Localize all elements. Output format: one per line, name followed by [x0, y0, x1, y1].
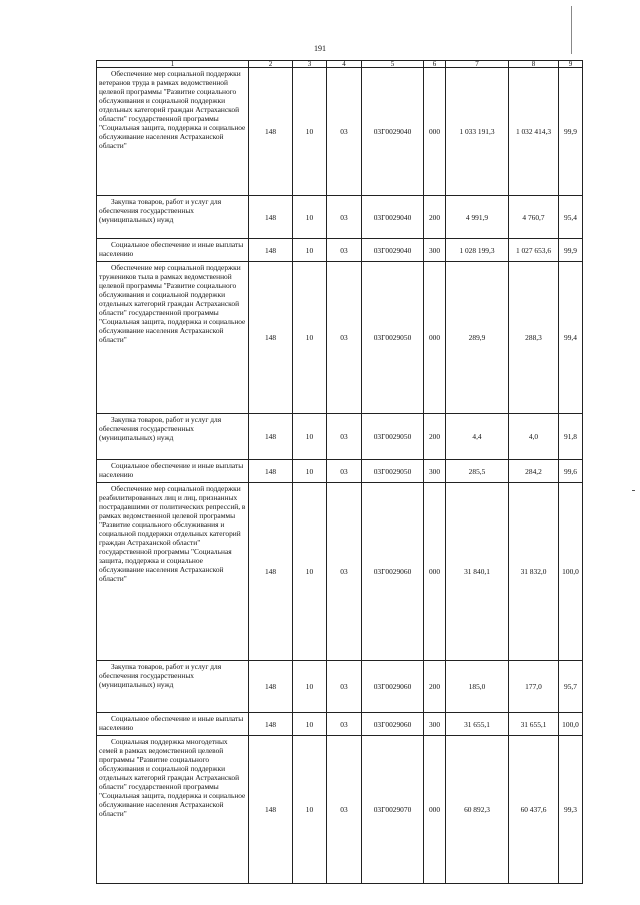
table-row: [97, 68, 583, 196]
cell-admin-code: 148: [249, 483, 293, 661]
cell-executed: 60 437,6: [509, 736, 559, 884]
cell-section: 10: [293, 414, 327, 460]
col-header-7: 7: [446, 61, 509, 68]
cell-section: 10: [293, 713, 327, 736]
col-header-4: 4: [327, 61, 362, 68]
cell-admin-code: 148: [249, 460, 293, 483]
row-name-cell: [97, 414, 249, 460]
cell-executed: 4 760,7: [509, 196, 559, 239]
cell-admin-code: 148: [249, 661, 293, 713]
cell-admin-code: 148: [249, 68, 293, 196]
cell-target-article: 03Г0029060: [362, 661, 424, 713]
cell-expense-type: 300: [424, 239, 446, 262]
cell-expense-type: 000: [424, 736, 446, 884]
table-row: [97, 661, 583, 713]
cell-section: 10: [293, 661, 327, 713]
row-name: Обеспечение мер социальной поддержки реабилитированных лиц и лиц, признанных пострадавшими от политических репрессий, в рамках ведомственной целевой программы "Развитие социального обслуживания и социальной поддержки отдельных категорий граждан Астраханской области" государственной программы "Социальная защита, поддержка и социальное обслуживание населения Астраханской области": [99, 484, 246, 583]
table-row: [97, 414, 583, 460]
page-number: 191: [314, 44, 326, 53]
col-header-8: 8: [509, 61, 559, 68]
col-header-2: 2: [249, 61, 293, 68]
row-name-cell: [97, 713, 249, 736]
cell-percent: 99,9: [559, 239, 583, 262]
cell-admin-code: 148: [249, 262, 293, 414]
cell-target-article: 03Г0029050: [362, 460, 424, 483]
cell-target-article: 03Г0029040: [362, 68, 424, 196]
cell-section: 10: [293, 196, 327, 239]
row-name: Закупка товаров, работ и услуг для обеспечения государственных (муниципальных) нужд: [99, 197, 222, 224]
row-name: Социальное обеспечение и иные выплаты населению: [99, 461, 244, 479]
cell-subsection: 03: [327, 460, 362, 483]
col-header-1: 1: [97, 61, 249, 68]
scan-artifact: [632, 490, 635, 491]
cell-section: 10: [293, 460, 327, 483]
cell-planned: 31 655,1: [446, 713, 509, 736]
row-name: Социальная поддержка многодетных семей в рамках ведомственной целевой программы "Развитие социального обслуживания и социальной поддержки отдельных категорий граждан Астраханской области" государственной программы "Социальная защита, поддержка и социальное обслуживание населения Астраханской области": [99, 737, 246, 818]
row-name: Социальное обеспечение и иные выплаты населению: [99, 240, 244, 258]
cell-subsection: 03: [327, 196, 362, 239]
col-header-9: 9: [559, 61, 583, 68]
cell-expense-type: 300: [424, 713, 446, 736]
cell-admin-code: 148: [249, 713, 293, 736]
header-row: [97, 61, 583, 68]
cell-target-article: 03Г0029040: [362, 196, 424, 239]
cell-percent: 99,3: [559, 736, 583, 884]
cell-subsection: 03: [327, 239, 362, 262]
row-name-cell: [97, 661, 249, 713]
cell-subsection: 03: [327, 262, 362, 414]
cell-executed: 177,0: [509, 661, 559, 713]
cell-expense-type: 300: [424, 460, 446, 483]
cell-percent: 100,0: [559, 483, 583, 661]
row-name: Социальное обеспечение и иные выплаты населению: [99, 714, 244, 732]
table-row: [97, 736, 583, 884]
cell-target-article: 03Г0029070: [362, 736, 424, 884]
row-name: Обеспечение мер социальной поддержки ветеранов труда в рамках ведомственной целевой программы "Развитие социального обслуживания и социальной поддержки отдельных категорий граждан Астраханской области" государственной программы "Социальная защита, поддержка и социальное обслуживание населения Астраханской области": [99, 69, 246, 150]
cell-planned: 60 892,3: [446, 736, 509, 884]
table-row: [97, 239, 583, 262]
cell-expense-type: 200: [424, 414, 446, 460]
table-row: [97, 196, 583, 239]
row-name-cell: [97, 483, 249, 661]
row-name-cell: [97, 68, 249, 196]
cell-planned: 185,0: [446, 661, 509, 713]
cell-subsection: 03: [327, 713, 362, 736]
cell-target-article: 03Г0029050: [362, 262, 424, 414]
cell-planned: 1 028 199,3: [446, 239, 509, 262]
table-row: [97, 713, 583, 736]
cell-subsection: 03: [327, 661, 362, 713]
cell-expense-type: 000: [424, 483, 446, 661]
cell-section: 10: [293, 736, 327, 884]
cell-percent: 91,8: [559, 414, 583, 460]
table-row: [97, 460, 583, 483]
cell-expense-type: 200: [424, 196, 446, 239]
cell-executed: 31 832,0: [509, 483, 559, 661]
cell-section: 10: [293, 483, 327, 661]
cell-target-article: 03Г0029040: [362, 239, 424, 262]
cell-subsection: 03: [327, 414, 362, 460]
cell-target-article: 03Г0029060: [362, 713, 424, 736]
col-header-5: 5: [362, 61, 424, 68]
cell-percent: 99,4: [559, 262, 583, 414]
cell-target-article: 03Г0029060: [362, 483, 424, 661]
cell-admin-code: 148: [249, 736, 293, 884]
cell-subsection: 03: [327, 483, 362, 661]
cell-executed: 4,0: [509, 414, 559, 460]
cell-percent: 95,4: [559, 196, 583, 239]
cell-planned: 289,9: [446, 262, 509, 414]
cell-section: 10: [293, 262, 327, 414]
row-name: Закупка товаров, работ и услуг для обеспечения государственных (муниципальных) нужд: [99, 415, 222, 442]
cell-expense-type: 200: [424, 661, 446, 713]
col-header-6: 6: [424, 61, 446, 68]
table-row: [97, 483, 583, 661]
cell-percent: 99,6: [559, 460, 583, 483]
table-row: [97, 262, 583, 414]
cell-executed: 1 032 414,3: [509, 68, 559, 196]
cell-percent: 100,0: [559, 713, 583, 736]
cell-planned: 31 840,1: [446, 483, 509, 661]
row-name-cell: [97, 460, 249, 483]
cell-percent: 99,9: [559, 68, 583, 196]
row-name: Обеспечение мер социальной поддержки тружеников тыла в рамках ведомственной целевой программы "Развитие социального обслуживания и социальной поддержки отдельных категорий граждан Астраханской области" государственной программы "Социальная защита, поддержка и социальное обслуживание населения Астраханской области": [99, 263, 246, 344]
cell-planned: 285,5: [446, 460, 509, 483]
cell-planned: 1 033 191,3: [446, 68, 509, 196]
col-header-3: 3: [293, 61, 327, 68]
cell-admin-code: 148: [249, 414, 293, 460]
row-name-cell: [97, 239, 249, 262]
row-name-cell: [97, 262, 249, 414]
cell-executed: 288,3: [509, 262, 559, 414]
cell-subsection: 03: [327, 736, 362, 884]
scan-margin-line: [571, 6, 572, 54]
cell-subsection: 03: [327, 68, 362, 196]
row-name: Закупка товаров, работ и услуг для обеспечения государственных (муниципальных) нужд: [99, 662, 222, 689]
cell-admin-code: 148: [249, 239, 293, 262]
cell-expense-type: 000: [424, 262, 446, 414]
cell-admin-code: 148: [249, 196, 293, 239]
row-name-cell: [97, 736, 249, 884]
cell-section: 10: [293, 239, 327, 262]
cell-executed: 1 027 653,6: [509, 239, 559, 262]
cell-section: 10: [293, 68, 327, 196]
row-name-cell: [97, 196, 249, 239]
cell-target-article: 03Г0029050: [362, 414, 424, 460]
cell-planned: 4,4: [446, 414, 509, 460]
cell-executed: 31 655,1: [509, 713, 559, 736]
cell-planned: 4 991,9: [446, 196, 509, 239]
cell-percent: 95,7: [559, 661, 583, 713]
cell-executed: 284,2: [509, 460, 559, 483]
cell-expense-type: 000: [424, 68, 446, 196]
budget-table: [96, 60, 583, 884]
